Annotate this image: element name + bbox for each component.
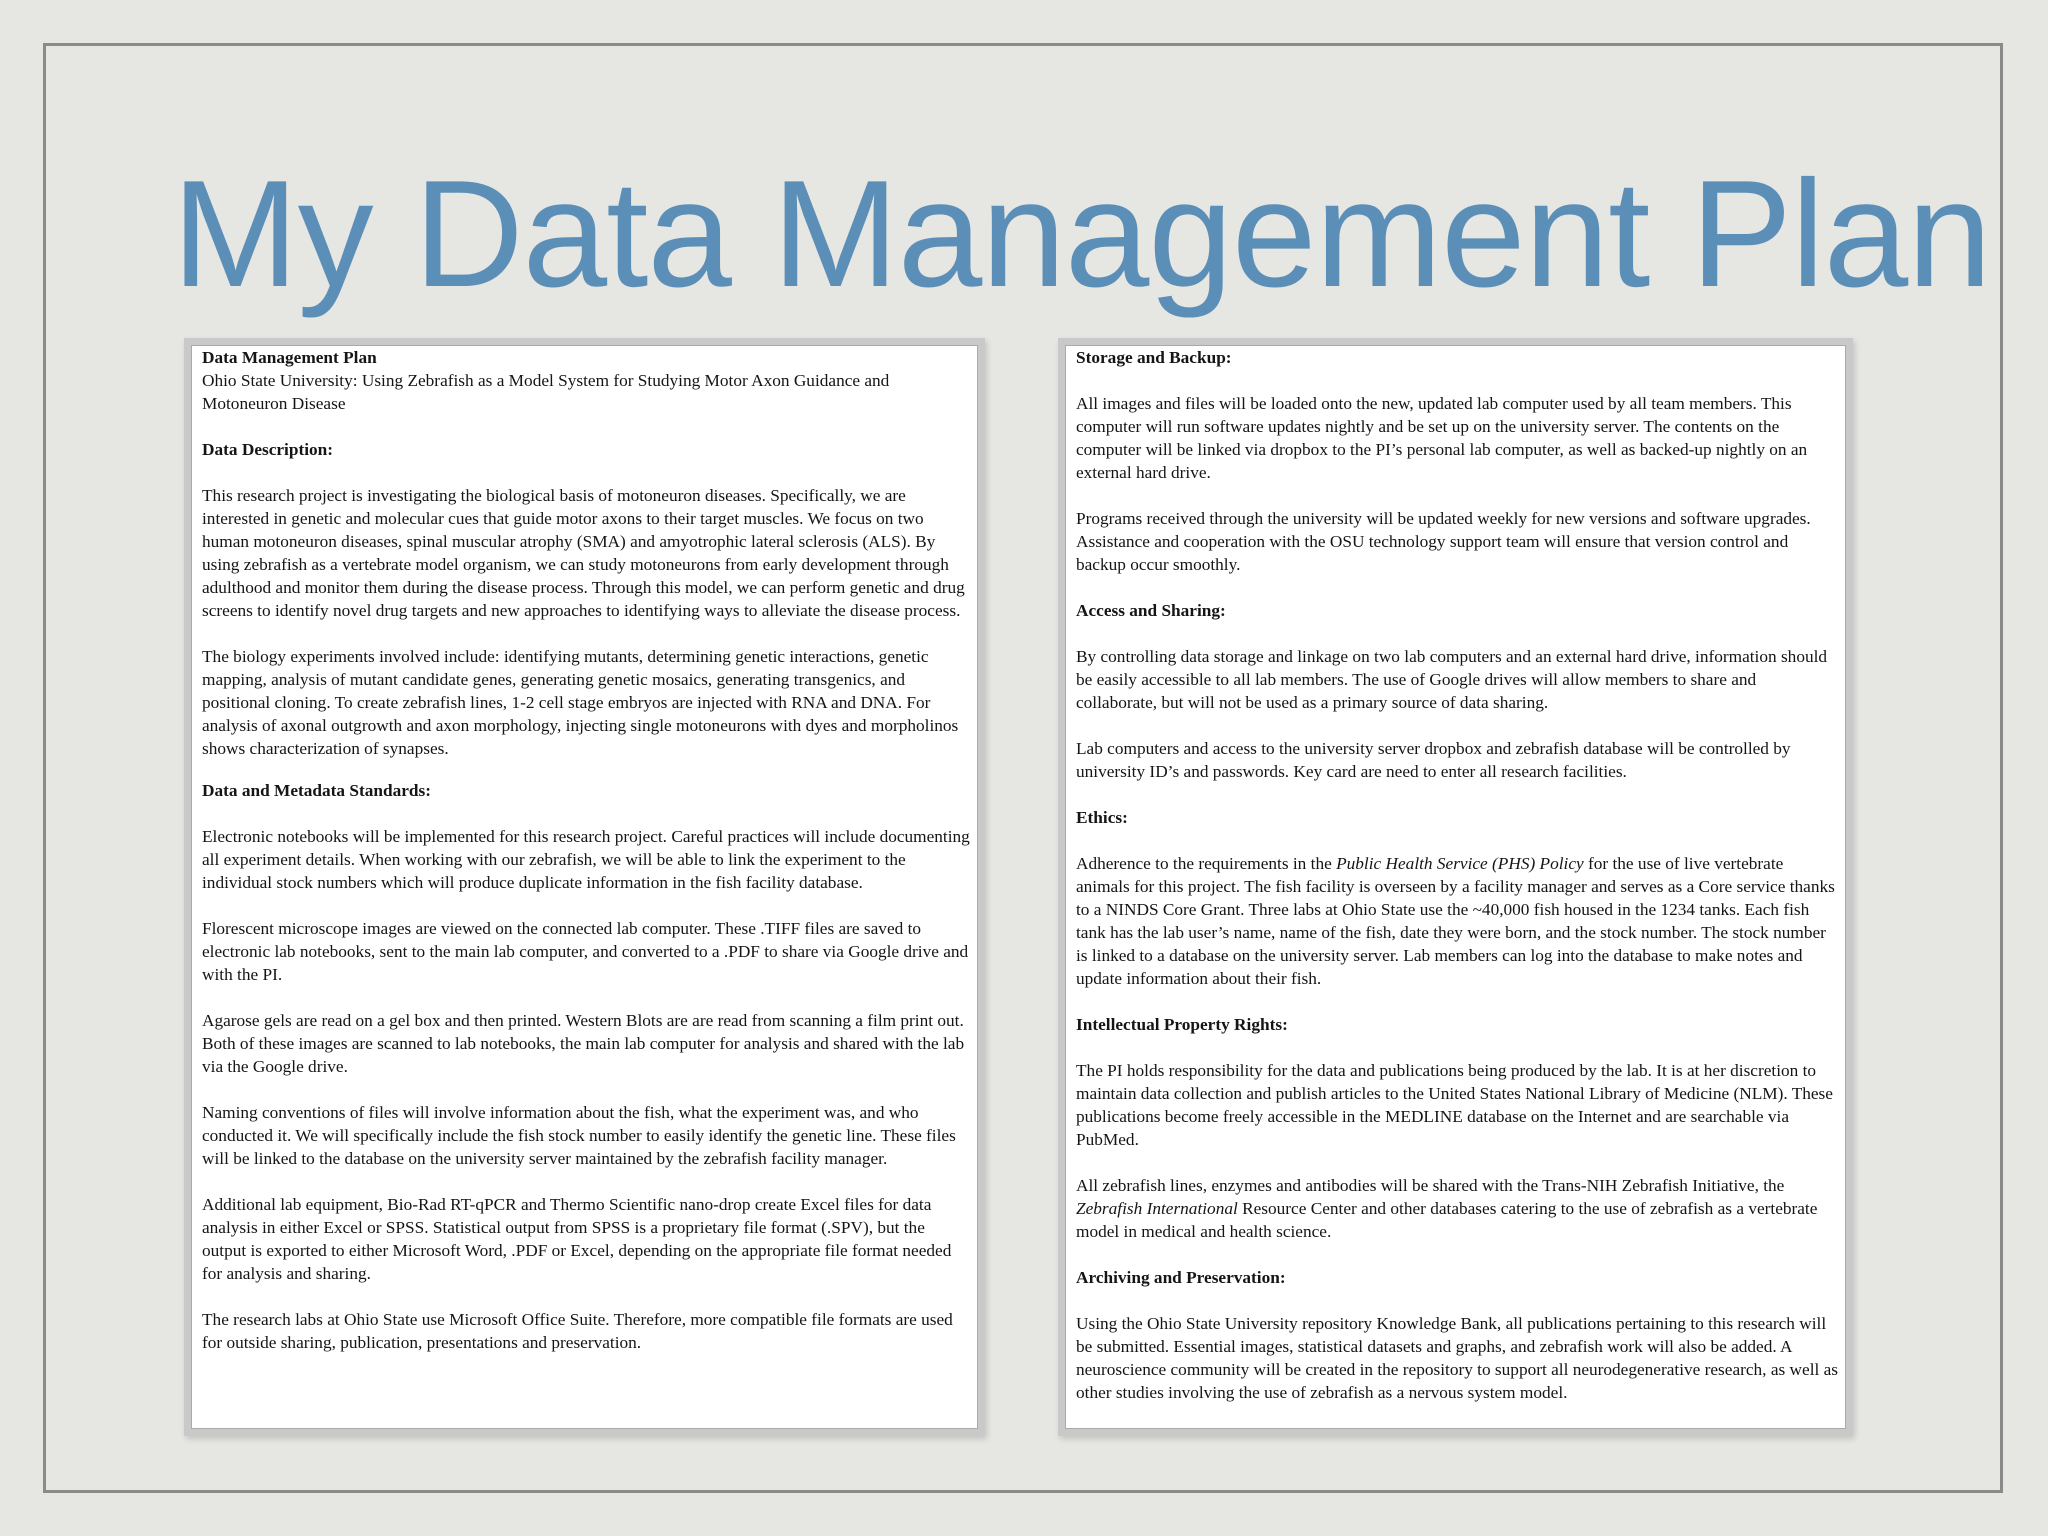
paragraph: The PI holds responsibility for the data and publications being produced by the lab. It is at her discretion to maintain data collection and publish articles to the United States National Library of Medicine (NLM). These publications become freely accessible in the MEDLINE database on the Internet and are searchable via PubMed. (1076, 1061, 1833, 1149)
slide-title: My Data Management Plan (172, 149, 1991, 319)
project-line: Ohio State University: Using Zebrafish as a Model System for Studying Motor Axon Guidance and Motoneuron Disease (202, 371, 890, 413)
paragraph: Programs received through the university will be updated weekly for new versions and software upgrades. Assistance and cooperation with the OSU technology support team will ensure that version control and backup occur smoothly. (1076, 509, 1811, 574)
section-heading-ip: Intellectual Property Rights: (1076, 1015, 1288, 1034)
section-heading-data-description: Data Description: (202, 440, 334, 459)
paragraph: This research project is investigating the biological basis of motoneuron diseases. Specifically, we are interested in genetic and molecular cues that guide motor axons to their target muscles. We focus on two human motoneuron diseases, spinal muscular atrophy (SMA) and amyotrophic lateral sclerosis (ALS). By using zebrafish as a vertebrate model organism, we can study motoneurons from early development through adulthood and monitor them during the disease process. Through this model, we can perform genetic and drug screens to identify novel drug targets and new approaches to identifying ways to alleviate the disease process. (202, 486, 965, 620)
paragraph (1076, 1174, 1838, 1243)
paragraph: All images and files will be loaded onto the new, updated lab computer used by all team members. This computer will run software updates nightly and be set up on the university server. The contents on the computer will be linked via dropbox to the PI’s personal lab computer, as well as backed-up nightly on an external hard drive. (1076, 394, 1808, 482)
document-left-page (184, 338, 985, 1436)
text-run-italic: Zebrafish International (1076, 1199, 1238, 1218)
paragraph: Naming conventions of files will involve information about the fish, what the experiment was, and who conducted it. We will specifically include the fish stock number to easily identify the genetic line. These files will be linked to the database on the university server maintained by the zebrafish facility manager. (202, 1103, 956, 1168)
doc-title: Data Management Plan (202, 348, 377, 367)
section-heading-archiving: Archiving and Preservation: (1076, 1268, 1286, 1287)
text-run: for the use of live vertebrate animals for this project. The fish facility is overseen by a facility manager and serves as a Core service thanks to a NINDS Core Grant. Three labs at Ohio State use the ~40,000 fish housed in the 1234 tanks. Each fish tank has the lab user’s name, name of the fish, date they were born, and the stock number. The stock number is linked to a database on the university server. Lab members can log into the database to make notes and update information about their fish. (1076, 854, 1835, 988)
paragraph: Agarose gels are read on a gel box and then printed. Western Blots are are read from scanning a film print out. Both of these images are scanned to lab notebooks, the main lab computer for analysis and shared with the lab via the Google drive. (202, 1011, 965, 1076)
section-heading-ethics: Ethics: (1076, 808, 1128, 827)
text-run: All zebrafish lines, enzymes and antibodies will be shared with the Trans-NIH Zebrafish Initiative, the (1076, 1176, 1785, 1195)
paragraph: Using the Ohio State University repository Knowledge Bank, all publications pertaining to this research will be submitted. Essential images, statistical datasets and graphs, and zebrafish work will also be added. A neuroscience community will be created in the repository to support all neurodegenerative research, as well as other studies involving the use of zebrafish as a nervous system model. (1076, 1314, 1839, 1402)
paragraph: Florescent microscope images are viewed on the connected lab computer. These .TIFF files are saved to electronic lab notebooks, sent to the main lab computer, and converted to a .PDF to share via Google drive and with the PI. (202, 919, 969, 984)
paragraph: The research labs at Ohio State use Microsoft Office Suite. Therefore, more compatible file formats are used for outside sharing, publication, presentations and preservation. (202, 1310, 953, 1352)
paragraph: Electronic notebooks will be implemented for this research project. Careful practices will include documenting all experiment details. When working with our zebrafish, we will be able to link the experiment to the individual stock numbers which will produce duplicate information in the fish facility database. (202, 827, 970, 892)
text-run-italic: Public Health Service (PHS) Policy (1336, 854, 1584, 873)
section-heading-storage: Storage and Backup: (1076, 348, 1232, 367)
document-right-page (1058, 338, 1853, 1436)
paragraph: Additional lab equipment, Bio-Rad RT-qPCR and Thermo Scientific nano-drop create Excel files for data analysis in either Excel or SPSS. Statistical output from SPSS is a proprietary file format (.SPV), but the output is exported to either Microsoft Word, .PDF or Excel, depending on the appropriate file format needed for analysis and sharing. (202, 1195, 952, 1283)
paragraph: Lab computers and access to the university server dropbox and zebrafish database will be controlled by university ID’s and passwords. Key card are need to enter all research facilities. (1076, 739, 1791, 781)
paragraph: The biology experiments involved include: identifying mutants, determining genetic interactions, genetic mapping, analysis of mutant candidate genes, generating genetic mosaics, generating transgenics, and positional cloning. To create zebrafish lines, 1-2 cell stage embryos are injected with RNA and DNA. For analysis of axonal outgrowth and axon morphology, injecting single motoneurons with dyes and morpholinos shows characterization of synapses. (202, 647, 959, 758)
text-run: Resource Center and other databases catering to the use of zebrafish as a vertebrate model in medical and health science. (1076, 1199, 1818, 1241)
paragraph: By controlling data storage and linkage on two lab computers and an external hard drive, information should be easily accessible to all lab members. The use of Google drives will allow members to share and collaborate, but will not be used as a primary source of data sharing. (1076, 647, 1828, 712)
section-heading-access: Access and Sharing: (1076, 601, 1226, 620)
text-run: Adherence to the requirements in the (1076, 854, 1337, 873)
paragraph (1076, 852, 1838, 990)
section-heading-standards: Data and Metadata Standards: (202, 781, 431, 800)
